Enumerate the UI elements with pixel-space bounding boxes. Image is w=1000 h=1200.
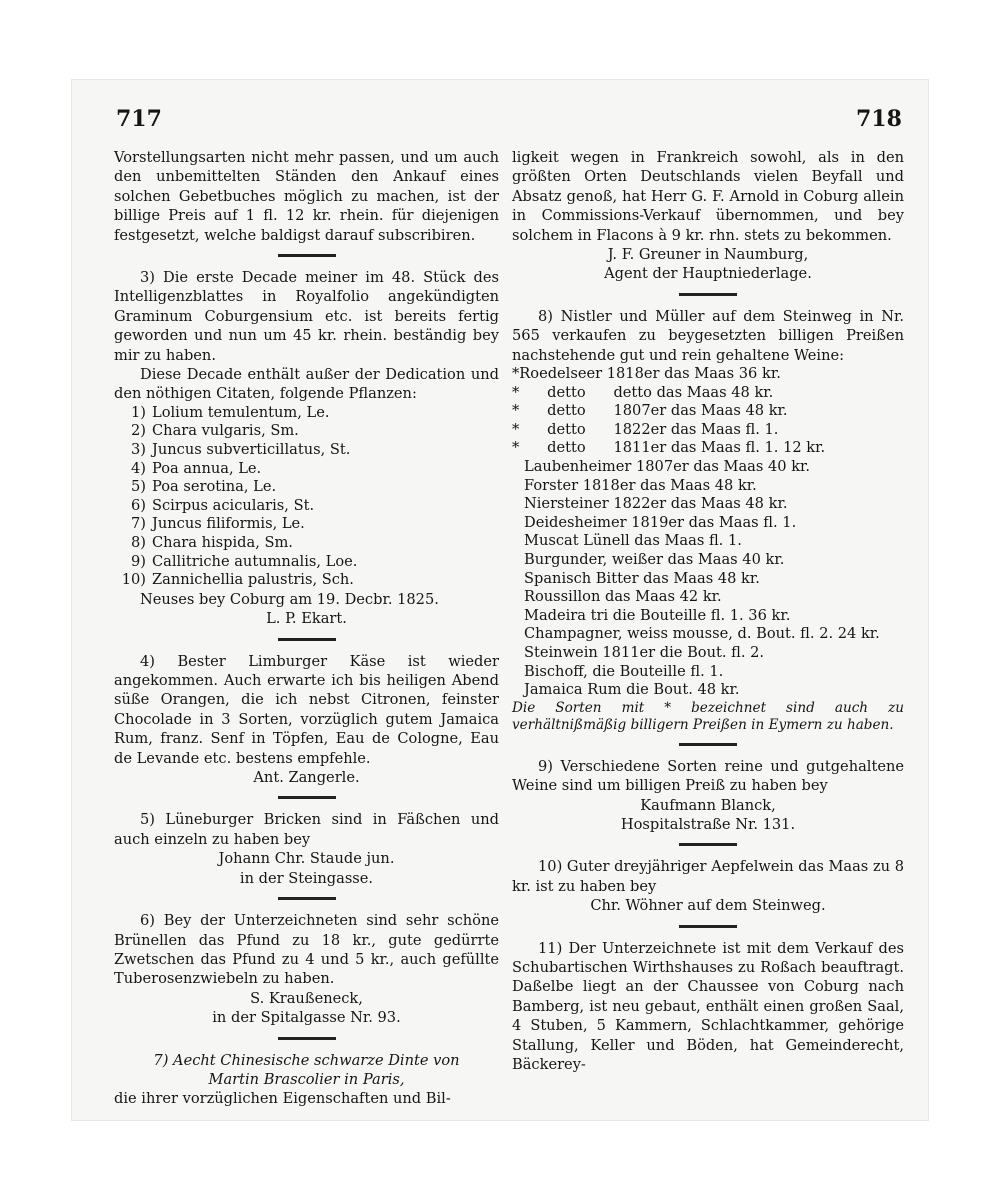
right-column [512, 148, 904, 1074]
notice-10-signature: Chr. Wöhner auf dem Steinweg. [590, 897, 826, 915]
plant-number: 5) [131, 478, 146, 496]
notice-3-signature: L. P. Ekart. [266, 610, 347, 628]
wine-list-item: Champagner, weiss mousse, d. Bout. fl. 2. 24 kr. [524, 625, 880, 643]
plant-name: Scirpus acicularis, St. [152, 496, 315, 514]
section-divider [278, 638, 336, 641]
page-number-left: 717 [116, 106, 162, 132]
plant-list-item [114, 478, 499, 497]
left-column [114, 148, 499, 1109]
notice-5-text: 5) Lüneburger Bricken sind in Fäßchen und auch einzeln zu haben bey [114, 811, 499, 848]
wine-list-item: Forster 1818er das Maas 48 kr. [524, 476, 757, 494]
plant-name: Juncus subverticillatus, St. [152, 441, 351, 459]
wine-list-item: * detto 1807er das Maas 48 kr. [512, 402, 788, 420]
wine-list-item: * detto 1811er das Maas fl. 1. 12 kr. [512, 439, 826, 457]
page-number-right: 718 [856, 106, 902, 132]
plant-list-item [114, 404, 499, 423]
wine-list-item: Roussillon das Maas 42 kr. [524, 588, 722, 606]
section-divider [679, 843, 737, 846]
newspaper-page [72, 80, 928, 1120]
notice-10-text: 10) Guter dreyjähriger Aepfelwein das Maas zu 8 kr. ist zu haben bey [512, 858, 904, 895]
plant-name: Zannichellia palustris, Sch. [152, 571, 354, 589]
notice-4-text: 4) Bester Limburger Käse ist wieder angekommen. Auch erwarte ich bis heiligen Abend süße Orangen, die ich nebst Citronen, feinster Chocolade in 3 Sorten, vorzüglich gutem Jamaica Rum, franz. Senf in Töpfen, Eau de Cologne, Eau de Levande etc. bestens empfehle. [114, 652, 499, 767]
plant-name: Callitriche autumnalis, Loe. [152, 552, 358, 570]
plant-name: Chara vulgaris, Sm. [152, 422, 299, 440]
plant-number: 7) [131, 515, 146, 533]
plant-list-item [114, 460, 499, 479]
wine-list-item: Bischoff, die Bouteille fl. 1. [524, 662, 724, 680]
notice-6-signature: S. Kraußeneck, [250, 989, 363, 1007]
wine-list-item: Madeira tri die Bouteille fl. 1. 36 kr. [524, 606, 791, 624]
section-divider [278, 1037, 336, 1040]
plant-list [114, 404, 499, 590]
notice-7-heading: 7) Aecht Chinesische schwarze Dinte von [153, 1051, 460, 1069]
plant-list-item [114, 534, 499, 553]
plant-number: 10) [121, 571, 146, 589]
wine-list-item: Deidesheimer 1819er das Maas fl. 1. [524, 513, 797, 531]
notice-7-text: die ihrer vorzüglichen Eigenschaften und Bil- [114, 1090, 451, 1108]
plant-number: 8) [131, 534, 146, 552]
notice-9-address: Hospitalstraße Nr. 131. [620, 815, 796, 833]
notice-8-text: 8) Nistler und Müller auf dem Steinweg in Nr. 565 verkaufen zu beygesetzten billigen Preißen nachstehende gut und rein gehaltene Weine: [512, 307, 904, 364]
wine-list-item: Muscat Lünell das Maas fl. 1. [524, 532, 742, 550]
plant-name: Poa serotina, Le. [152, 478, 277, 496]
notice-5-address: in der Steingasse. [239, 869, 374, 887]
plant-number: 2) [131, 422, 146, 440]
plant-list-item [114, 422, 499, 441]
plant-number: 3) [131, 441, 146, 459]
plant-list-item [114, 515, 499, 534]
wine-list-item: Steinwein 1811er die Bout. fl. 2. [524, 643, 765, 661]
notice-4-signature: Ant. Zangerle. [253, 769, 360, 787]
notice-7-continued: ligkeit wegen in Frankreich sowohl, als in den größten Orten Deutschlands vielen Beyfall und Absatz genoß, hat Herr G. F. Arnold in Coburg allein in Commissions-Verkauf übernommen, und bey solchem in Flacons à 9 kr. rhn. stets zu bekommen. [512, 149, 904, 244]
notice-11-text: 11) Der Unterzeichnete ist mit dem Verkauf des Schubartischen Wirthshauses zu Roßach beauftragt. Daßelbe liegt an der Chaussee von Coburg nach Bamberg, ist neu gebaut, enthält einen großen Saal, 4 Stuben, 5 Kammern, Schlachtkammer, gehörige Stallung, Keller und Böden, hat Gemeinderecht, Bäckerey- [512, 939, 904, 1074]
wine-list-item: Jamaica Rum die Bout. 48 kr. [524, 681, 740, 699]
wine-list-item: Spanisch Bitter das Maas 48 kr. [524, 569, 760, 587]
wine-list-item: * detto detto das Maas 48 kr. [512, 383, 774, 401]
wine-list [512, 365, 904, 700]
plant-number: 6) [131, 496, 146, 514]
notice-3-place: Neuses bey Coburg am 19. Decbr. 1825. [140, 590, 439, 608]
notice-3-text: 3) Die erste Decade meiner im 48. Stück des Intelligenzblattes in Royalfolio angekündigten Graminum Coburgensium etc. ist bereits fertig geworden und nun um 45 kr. rhein. beständig bey mir zu haben. [114, 269, 499, 364]
section-divider [278, 897, 336, 900]
notice-7-signature: J. F. Greuner in Naumburg, [607, 246, 809, 264]
notice-3-text-2: Diese Decade enthält außer der Dedication und den nöthigen Citaten, folgende Pflanzen: [114, 366, 499, 403]
plant-list-item [114, 571, 499, 590]
section-divider [679, 743, 737, 746]
notice-9-text: 9) Verschiedene Sorten reine und gutgehaltene Weine sind um billigen Preiß zu haben bey [512, 757, 904, 795]
wine-list-item: Burgunder, weißer das Maas 40 kr. [524, 551, 785, 568]
section-divider [278, 796, 336, 799]
notice-7-heading-2: Martin Brascolier in Paris, [208, 1070, 405, 1088]
plant-list-item [114, 441, 499, 460]
notice-5-signature: Johann Chr. Staude jun. [218, 850, 395, 868]
wine-list-item: Laubenheimer 1807er das Maas 40 kr. [524, 458, 811, 476]
plant-list-item [114, 497, 499, 516]
section-divider [679, 293, 737, 296]
wine-list-item: * detto 1822er das Maas fl. 1. [512, 420, 779, 438]
notice-7-agent: Agent der Hauptniederlage. [604, 265, 812, 283]
plant-number: 1) [131, 403, 146, 421]
section-divider [278, 254, 336, 257]
notice-6-text: 6) Bey der Unterzeichneten sind sehr schöne Brünellen das Pfund zu 18 kr., gute gedürrte Zwetschen das Pfund zu 4 und 5 kr., auch gefüllte Tuberosenzwiebeln zu haben. [114, 912, 499, 988]
plant-name: Chara hispida, Sm. [152, 534, 293, 552]
plant-number: 9) [131, 552, 146, 570]
plant-name: Poa annua, Le. [152, 459, 262, 477]
plant-list-item [114, 553, 499, 572]
notice-6-address: in der Spitalgasse Nr. 93. [212, 1009, 401, 1027]
notice-9-signature: Kaufmann Blanck, [640, 796, 776, 814]
section-divider [679, 925, 737, 928]
wine-list-item: *Roedelseer 1818er das Maas 36 kr. [512, 365, 781, 383]
intro-paragraph: Vorstellungsarten nicht mehr passen, und um auch den unbemittelten Ständen den Ankauf eines solchen Gebetbuches möglich zu machen, ist der billige Preis auf 1 fl. 12 kr. rhein. für diejenigen festgesetzt, welche baldigst darauf subscribiren. [114, 149, 499, 244]
plant-name: Lolium temulentum, Le. [152, 403, 330, 421]
plant-number: 4) [131, 459, 146, 477]
wine-list-item: Niersteiner 1822er das Maas 48 kr. [524, 495, 788, 513]
plant-name: Juncus filiformis, Le. [152, 515, 305, 533]
notice-8-note: Die Sorten mit * bezeichnet sind auch zu verhältnißmäßig billigern Preißen in Eymern zu haben. [512, 699, 904, 733]
